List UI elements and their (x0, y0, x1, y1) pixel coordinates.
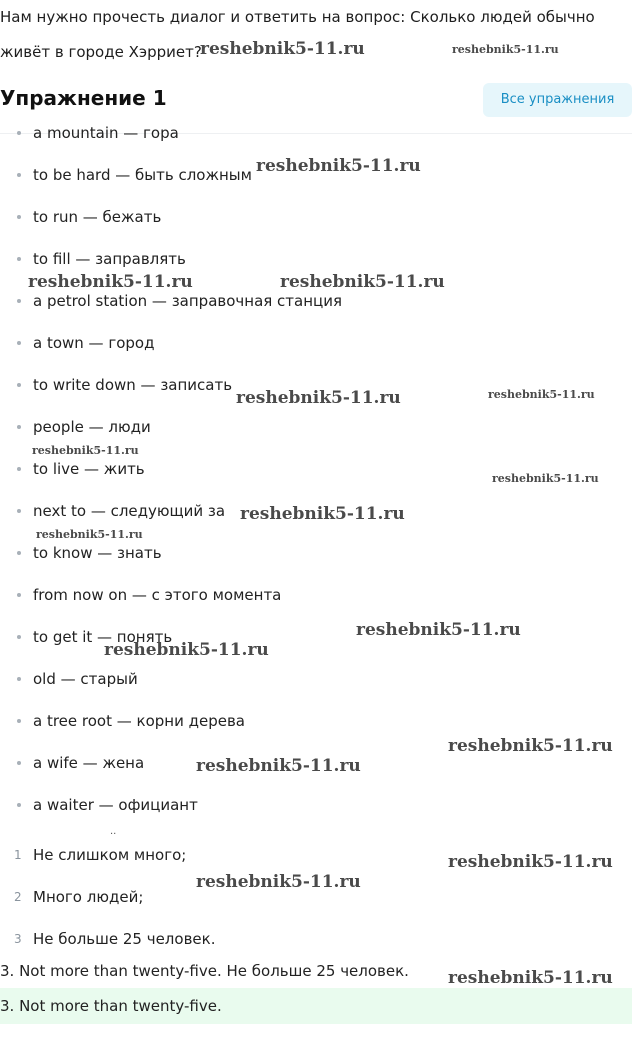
option-number: 2 (14, 890, 22, 904)
list-item (0, 658, 632, 700)
list-item (0, 616, 632, 658)
option-text: Много людей; (33, 888, 144, 906)
bullet-icon (17, 551, 21, 555)
watermark: reshebnik5-11.ru (452, 43, 559, 56)
list-item (0, 196, 632, 238)
bullet-icon (17, 509, 21, 513)
list-item-text: to be hard — быть сложным (33, 166, 252, 184)
watermark: reshebnik5-11.ru (256, 156, 421, 176)
answer-text: 3. Not more than twenty-five. Не больше 25 человек. (0, 962, 409, 980)
watermark: reshebnik5-11.ru (448, 968, 613, 988)
watermark: reshebnik5-11.ru (200, 39, 365, 59)
bullet-icon (17, 341, 21, 345)
list-item (0, 116, 632, 154)
watermark: reshebnik5-11.ru (448, 852, 613, 872)
option-item (0, 918, 632, 960)
watermark: reshebnik5-11.ru (448, 736, 613, 756)
separator-dots: .. (110, 826, 117, 837)
watermark: reshebnik5-11.ru (32, 444, 139, 457)
list-item-text: to get it — понять (33, 628, 173, 646)
list-item-text: a town — город (33, 334, 155, 352)
list-item-text: a tree root — корни дерева (33, 712, 245, 730)
list-item (0, 784, 632, 820)
intro-line-2: живёт в городе Хэрриет? (0, 43, 202, 61)
bullet-icon (17, 467, 21, 471)
intro-line-1: Нам нужно прочесть диалог и ответить на вопрос: Сколько людей обычно (0, 8, 595, 26)
bullet-icon (17, 257, 21, 261)
list-item-text: next to — следующий за (33, 502, 226, 520)
list-item-text: a mountain — гора (33, 124, 179, 142)
watermark: reshebnik5-11.ru (28, 272, 193, 292)
bullet-icon (17, 761, 21, 765)
page-title: Упражнение 1 (0, 86, 167, 110)
watermark: reshebnik5-11.ru (240, 504, 405, 524)
option-number: 1 (14, 848, 22, 862)
bullet-icon (17, 131, 21, 135)
bullet-icon (17, 593, 21, 597)
list-item-text: people — люди (33, 418, 151, 436)
watermark: reshebnik5-11.ru (492, 472, 599, 485)
watermark: reshebnik5-11.ru (36, 528, 143, 541)
list-item-text: to know — знать (33, 544, 162, 562)
list-item-text: to write down — записать (33, 376, 233, 394)
intro-text (0, 0, 632, 70)
bullet-icon (17, 677, 21, 681)
list-item (0, 574, 632, 616)
list-item-text: from now on — с этого момента (33, 586, 282, 604)
list-item-text: old — старый (33, 670, 138, 688)
list-item-text: to run — бежать (33, 208, 162, 226)
list-item-text: to live — жить (33, 460, 145, 478)
list-item-text: a wife — жена (33, 754, 145, 772)
bullet-icon (17, 299, 21, 303)
watermark: reshebnik5-11.ru (196, 756, 361, 776)
option-number: 3 (14, 932, 22, 946)
list-item-text: to fill — заправлять (33, 250, 186, 268)
bullet-icon (17, 383, 21, 387)
watermark: reshebnik5-11.ru (104, 640, 269, 660)
option-text: Не слишком много; (33, 846, 187, 864)
bullet-icon (17, 215, 21, 219)
list-item (0, 322, 632, 364)
bullet-icon (17, 173, 21, 177)
bullet-icon (17, 425, 21, 429)
watermark: reshebnik5-11.ru (356, 620, 521, 640)
option-text: Не больше 25 человек. (33, 930, 216, 948)
watermark: reshebnik5-11.ru (196, 872, 361, 892)
answer-highlight-box: 3. Not more than twenty-five. (0, 988, 632, 1024)
watermark: reshebnik5-11.ru (280, 272, 445, 292)
vocabulary-list (0, 116, 632, 820)
bullet-icon (17, 719, 21, 723)
list-item-text: a waiter — официант (33, 796, 198, 814)
bullet-icon (17, 803, 21, 807)
list-item-text: a petrol station — заправочная станция (33, 292, 343, 310)
bullet-icon (17, 635, 21, 639)
list-item (0, 406, 632, 448)
watermark: reshebnik5-11.ru (488, 388, 595, 401)
watermark: reshebnik5-11.ru (236, 388, 401, 408)
all-exercises-button[interactable]: Все упражнения (483, 83, 632, 117)
